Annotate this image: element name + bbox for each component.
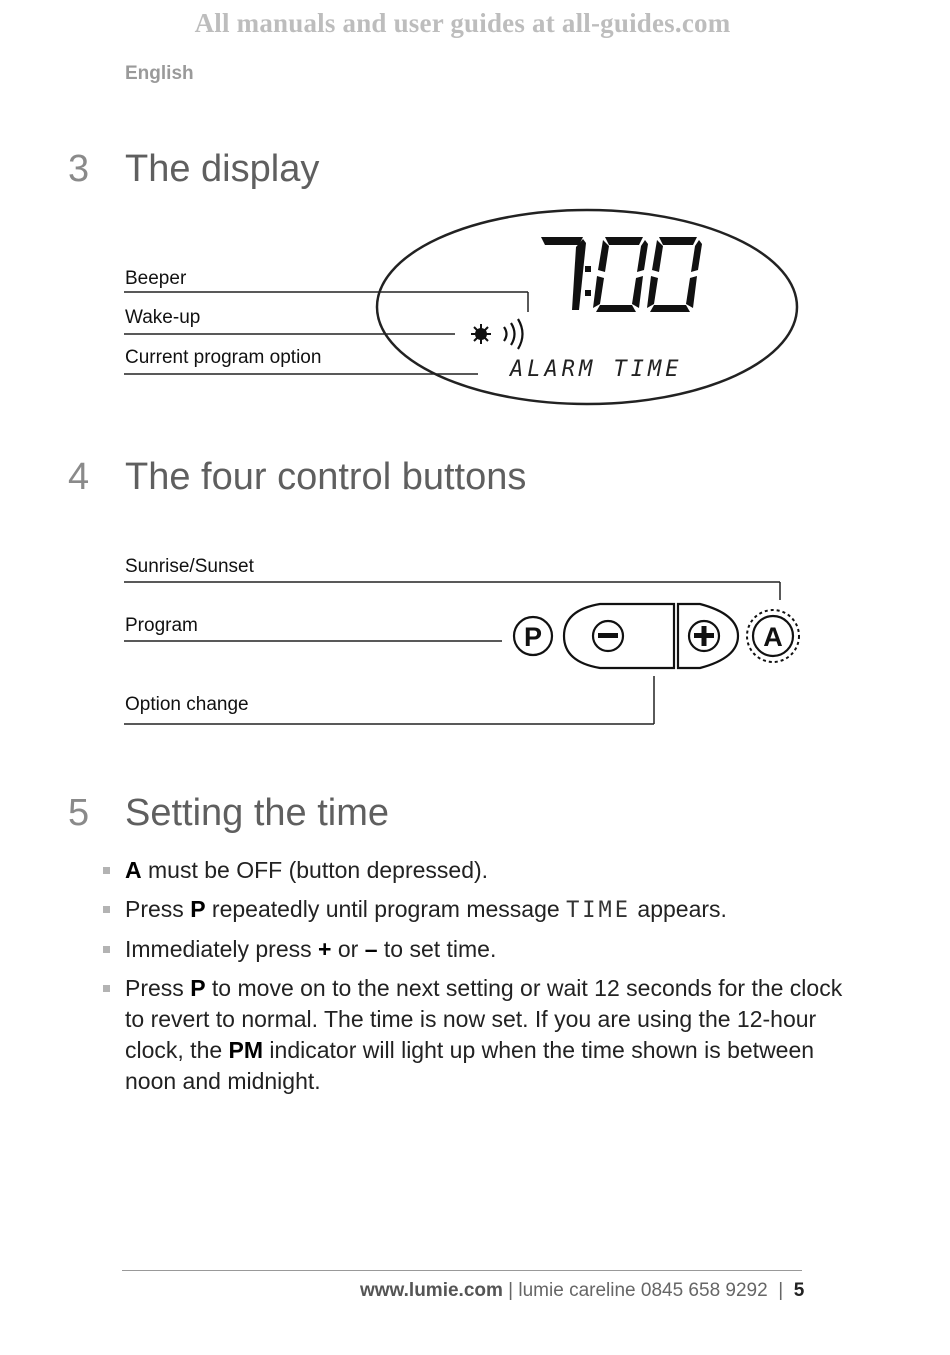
footer-divider	[122, 1270, 802, 1271]
bullet-square-icon	[103, 906, 110, 913]
section-3-title: The display	[125, 148, 320, 190]
beeper-icon	[504, 319, 523, 349]
list-item: Press P repeatedly until program message TIME appears.	[103, 894, 843, 926]
sunrise-sunset-button[interactable]	[747, 610, 799, 662]
section-5-number: 5	[68, 792, 90, 834]
bullet-square-icon	[103, 946, 110, 953]
option-change-label: Option change	[125, 694, 249, 715]
bullet-square-icon	[103, 867, 110, 874]
section-4-number: 4	[68, 456, 90, 498]
section-4-title: The four control buttons	[125, 456, 527, 498]
language-label: English	[125, 63, 194, 84]
setting-time-steps	[103, 855, 843, 1105]
list-item: Immediately press + or – to set time.	[103, 934, 843, 965]
sun-icon	[471, 324, 491, 344]
program-option-label: Current program option	[125, 347, 322, 368]
plus-symbol: +	[318, 936, 332, 962]
p-letter: P	[523, 622, 543, 652]
list-item: A must be OFF (button depressed).	[103, 855, 843, 886]
section-5-title: Setting the time	[125, 792, 390, 834]
beeper-label: Beeper	[125, 268, 187, 289]
wakeup-label: Wake-up	[125, 307, 201, 328]
program-label: Program	[125, 615, 198, 636]
bullet-square-icon	[103, 985, 110, 992]
list-item: Press P to move on to the next setting or wait 12 seconds for the clock to revert to normal. The time is now set. If you are using the 12-hour clock, the PM indicator will light up when the time shown is between noon and midnight.	[103, 973, 843, 1097]
control-buttons-diagram	[0, 540, 950, 740]
lcd-time-word: TIME	[566, 898, 632, 923]
section-3-number: 3	[68, 148, 90, 190]
page-footer: www.lumie.com | lumie careline 0845 658 9292 | 5	[360, 1280, 805, 1301]
page-number: 5	[793, 1280, 805, 1301]
footer-careline: lumie careline 0845 658 9292	[518, 1280, 768, 1301]
lcd-message-text: ALARM TIME	[510, 357, 683, 382]
program-button[interactable]	[514, 617, 552, 655]
footer-url[interactable]: www.lumie.com	[360, 1280, 503, 1301]
minus-symbol: –	[364, 936, 378, 962]
watermark-banner: All manuals and user guides at all-guides.com	[194, 8, 731, 38]
lcd-display-diagram	[0, 0, 950, 430]
lcd-time-digits	[541, 237, 702, 312]
sunrise-sunset-label: Sunrise/Sunset	[125, 556, 254, 577]
option-rocker[interactable]	[564, 604, 738, 668]
a-letter: A	[763, 622, 783, 652]
